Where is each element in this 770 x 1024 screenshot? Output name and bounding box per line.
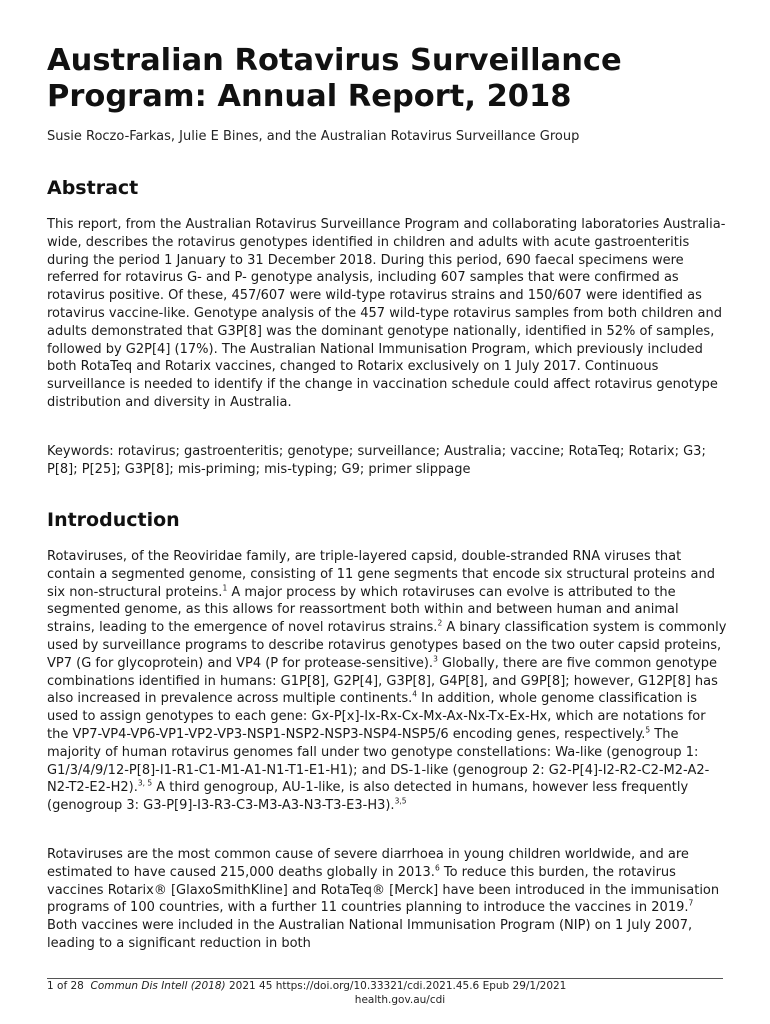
intro-paragraph-2 <box>47 846 727 953</box>
journal-name: Commun Dis Intell (2018) <box>90 980 226 992</box>
doi-citation: 2021 45 https://doi.org/10.33321/cdi.2021.45.6 Epub 29/1/2021 <box>225 980 567 992</box>
citation-ref: 7 <box>688 899 694 909</box>
text-run: Both vaccines were included in the Australian National Immunisation Program (NIP) on 1 July 2007, leading to a significant reduction in both <box>47 918 693 951</box>
keywords: Keywords: rotavirus; gastroenteritis; genotype; surveillance; Australia; vaccine; RotaTeq; Rotarix; G3; P[8]; P[25]; G3P[8]; mis-priming; mis-typing; G9; primer slippage <box>47 444 706 477</box>
intro-paragraph-1 <box>47 548 727 815</box>
citation-ref: 1 <box>222 583 228 593</box>
introduction-heading: Introduction <box>47 509 180 531</box>
article-title: Australian Rotavirus Surveillance Program: Annual Report, 2018 <box>47 43 622 114</box>
text-run: The majority of human rotavirus genomes fall under two genotype constellations: Wa-like (genogroup 1: G1/3/4/9/12-P[8]-I1-R1-C1-M1-A1-N1-T1-E1-H1); and DS-1-like (genogroup 2: G2-P[4]-I2-R2-C2-M2-A2-N2-T2-E2-H2). <box>47 726 710 796</box>
footer-row <box>47 979 723 993</box>
text-run: A major process by which rotaviruses can evolve is attributed to the segmented genome, as this allows for reassortment both within and between human and animal strains, leading to the emergence of novel rotavirus strains. <box>47 584 679 636</box>
citation-ref: 2 <box>437 618 443 628</box>
text-run: A third genogroup, AU-1-like, is also detected in humans, however less frequently (genogroup 3: G3-P[9]-I3-R3-C3-M3-A3-N3-T3-E3-H3). <box>47 780 689 814</box>
citation-ref: 3,5 <box>394 796 407 806</box>
footer-site[interactable]: health.gov.au/cdi <box>354 994 446 1006</box>
text-run: Rotaviruses are the most common cause of severe diarrhoea in young children worldwide, and are estimated to have caused 215,000 deaths globally in 2013. <box>47 847 689 880</box>
text-run: Globally, there are five common genotype combinations identified in humans: G1P[8], G2P[4], G3P[8], G4P[8], and G9P[8]; however, G12P[8] has also increased in prevalence across multiple continents. <box>47 655 718 707</box>
citation-ref: 4 <box>412 690 418 700</box>
abstract-heading: Abstract <box>47 177 139 199</box>
author-list: Susie Roczo-Farkas, Julie E Bines, and the Australian Rotavirus Surveillance Group <box>47 129 580 144</box>
citation-ref: 5 <box>645 725 651 735</box>
citation-ref: 3, 5 <box>137 779 153 789</box>
text-run: In addition, whole genome classification is used to assign genotypes to each gene: Gx-P[x]-Ix-Rx-Cx-Mx-Ax-Nx-Tx-Ex-Hx, which are notations for the VP7-VP4-VP6-VP1-VP2-VP3-NSP1-NSP2-NSP3-NSP4-NSP5/6 encoding genes, respectively. <box>47 691 706 742</box>
citation-ref: 3 <box>433 654 438 664</box>
text-run: A binary classification system is commonly used by surveillance programs to describe rotavirus genotypes based on the two outer capsid proteins, VP7 (G for glycoprotein) and VP4 (P for protease-sensitive). <box>47 620 727 671</box>
page-number: 1 of 28 <box>47 980 84 992</box>
citation-ref: 6 <box>434 863 440 873</box>
abstract-text: This report, from the Australian Rotavirus Surveillance Program and collaborating laboratories Australia-wide, describes the rotavirus genotypes identified in children and adults with acute gastroenteritis during the period 1 January to 31 December 2018. During this period, 690 faecal specimens were referred for rotavirus G- and P- genotype analysis, including 607 samples that were confirmed as rotavirus positive. Of these, 457/607 were wild-type rotavirus strains and 150/607 were identified as rotavirus vaccine-like. Genotype analysis of the 457 wild-type rotavirus samples from both children and adults demonstrated that G3P[8] was the dominant genotype nationally, identified in 52% of samples, followed by G2P[4] (17%). The Australian National Immunisation Program, which previously included both RotaTeq and Rotarix vaccines, changed to Rotarix exclusively on 1 July 2017. Continuous surveillance is needed to identify if the change in vaccination schedule could affect rotavirus genotype distribution and diversity in Australia. <box>47 217 726 410</box>
text-run: To reduce this burden, the rotavirus vaccines Rotarix® [GlaxoSmithKline] and RotaTeq® [Merck] have been introduced in the immunisation programs of 100 countries, with a further 11 countries planning to introduce the vaccines in 2019. <box>47 864 720 916</box>
page-footer <box>47 979 723 1007</box>
text-run: Rotaviruses, of the Reoviridae family, are triple-layered capsid, double-stranded RNA viruses that contain a segmented genome, consisting of 11 gene segments that encode six structural proteins and six non-structural proteins. <box>47 549 716 600</box>
